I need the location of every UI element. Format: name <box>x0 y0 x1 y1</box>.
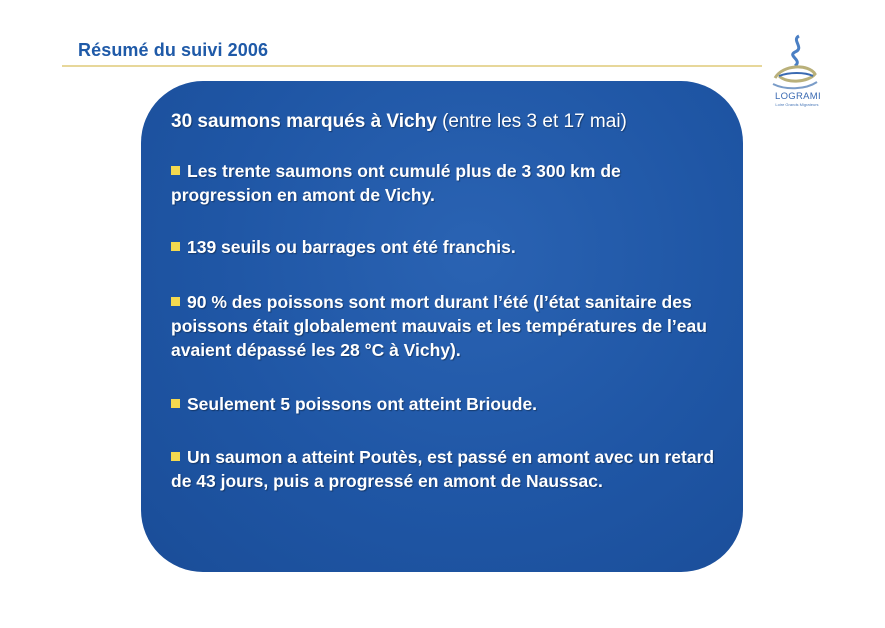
bullet-marker-icon <box>171 242 180 251</box>
bullet-text: Seulement 5 poissons ont atteint Brioude. <box>187 394 538 414</box>
bullet-marker-icon <box>171 297 180 306</box>
bullet-text: 90 % des poissons sont mort durant l’été (l’état sanitaire des poissons était globalement mauvais et les températures de l’eau avaient dépassé les 28 °C à Vichy). <box>171 292 707 360</box>
bullet-text: 139 seuils ou barrages ont été franchis. <box>187 237 516 257</box>
bullet-text: Les trente saumons ont cumulé plus de 3 300 km de progression en amont de Vichy. <box>171 161 621 205</box>
content-panel <box>141 81 743 572</box>
panel-heading-detail: (entre les 3 et 17 mai) <box>442 111 627 132</box>
bullet-marker-icon <box>171 399 180 408</box>
bullet-item <box>171 159 726 207</box>
panel-heading-main: 30 saumons marqués à Vichy <box>171 111 437 132</box>
bullet-item <box>171 290 726 362</box>
bullet-item <box>171 235 726 259</box>
bullet-item <box>171 392 726 416</box>
logo-name: LOGRAMI <box>775 91 821 102</box>
panel-heading <box>171 111 627 133</box>
bullet-marker-icon <box>171 452 180 461</box>
logo-subtitle: Loire Grands Migrateurs <box>775 102 819 107</box>
bullet-marker-icon <box>171 166 180 175</box>
bullet-text: Un saumon a atteint Poutès, est passé en amont avec un retard de 43 jours, puis a progressé en amont de Naussac. <box>171 447 715 491</box>
slide-title: Résumé du suivi 2006 <box>78 40 269 60</box>
header-divider <box>62 65 762 67</box>
bullet-item <box>171 445 726 493</box>
